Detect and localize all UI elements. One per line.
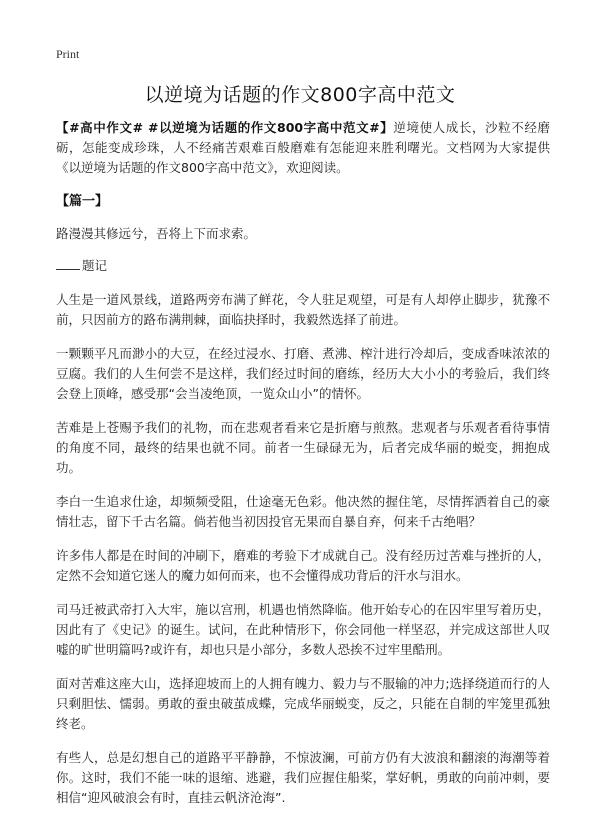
body-paragraph-1: 人生是一道风景线，道路两旁布满了鲜花，令人驻足观望，可是有人却停止脚步，犹豫不前，只因前方的路布满荆棘，面临抉择时，我毅然选择了前进。: [56, 292, 550, 327]
body-paragraph-3: 苦难是上苍赐予我们的礼物，而在悲观者看来它是折磨与煎熬。悲观者与乐观者看待事情的角度不同，最终的结果也就不同。前者一生碌碌无为，后者完成华丽的蜕变，拥抱成功。: [56, 420, 550, 475]
article-body: [56, 118, 550, 822]
page-title: 以逆境为话题的作文800字高中范文: [144, 84, 456, 106]
signature-blank: [56, 269, 80, 270]
body-paragraph-8: 有些人，总是幻想自己的道路平平静静，不惊波澜，可前方仍有大波浪和翻滚的海潮等着你。这时，我们不能一味的退缩、逃避，我们应握住船桨，掌好帆，勇敢的向前冲刺，要相信“迎风破浪会有时，直挂云帆济沧海”.: [56, 750, 550, 805]
body-paragraph-7: 面对苦难这座大山，选择迎坡而上的人拥有魄力、毅力与不服输的冲力;选择绕道而行的人只剩胆怯、懦弱。勇敢的蚕虫破茧成蝶，完成华丽蜕变，反之，只能在自制的牢笼里孤独终老。: [56, 676, 550, 731]
motto-signature-text: 题记: [82, 258, 108, 273]
body-paragraph-4: 李白一生追求仕途，却频频受阻，仕途毫无色彩。他决然的握住笔，尽情挥洒着自己的豪情壮志，留下千古名篇。倘若他当初因投官无果而自暴自弃，何来千古绝唱？: [56, 494, 550, 529]
body-paragraph-5: 许多伟人都是在时间的冲刷下，磨难的考验下才成就自己。没有经历过苦难与挫折的人，定然不会知道它迷人的魔力如何而来，也不会懂得成功背后的汗水与泪水。: [56, 548, 550, 583]
section-heading: 【篇一】: [56, 194, 109, 209]
body-paragraph-2: 一颗颗平凡而渺小的大豆，在经过浸水、打磨、煮沸、榨汁进行冷却后，变成香味浓浓的豆腐。我们的人生何尝不是这样，我们经过时间的磨练，经历大大小小的考验后，我们终会登上顶峰，感受那“会当凌绝顶，一览众山小”的情怀。: [56, 346, 550, 401]
print-label: Print: [56, 47, 80, 61]
motto: 路漫漫其修远兮，吾将上下而求索。: [56, 226, 257, 241]
intro-paragraph: [56, 118, 550, 178]
intro-text: 逆境使人成长，沙粒不经磨砺，怎能变成珍珠，人不经痛苦艰难百般磨难有怎能迎来胜利曙光。文档网为大家提供《以逆境为话题的作文800字高中范文》，欢迎阅读。: [56, 120, 550, 175]
intro-tag: 【#高中作文# #以逆境为话题的作文800字高中范文#】: [56, 120, 394, 135]
body-paragraph-6: 司马迁被武帝打入大牢，施以宫刑，机遇也悄然降临。他开始专心的在囚牢里写着历史，因此有了《史记》的诞生。试问，在此种情形下，你会同他一样坚忍，并完成这部世人叹嘘的旷世明篇吗?或许有，却也只是小部分，多数人恐挨不过牢里酷刑。: [56, 602, 550, 657]
motto-signature: [56, 256, 550, 276]
